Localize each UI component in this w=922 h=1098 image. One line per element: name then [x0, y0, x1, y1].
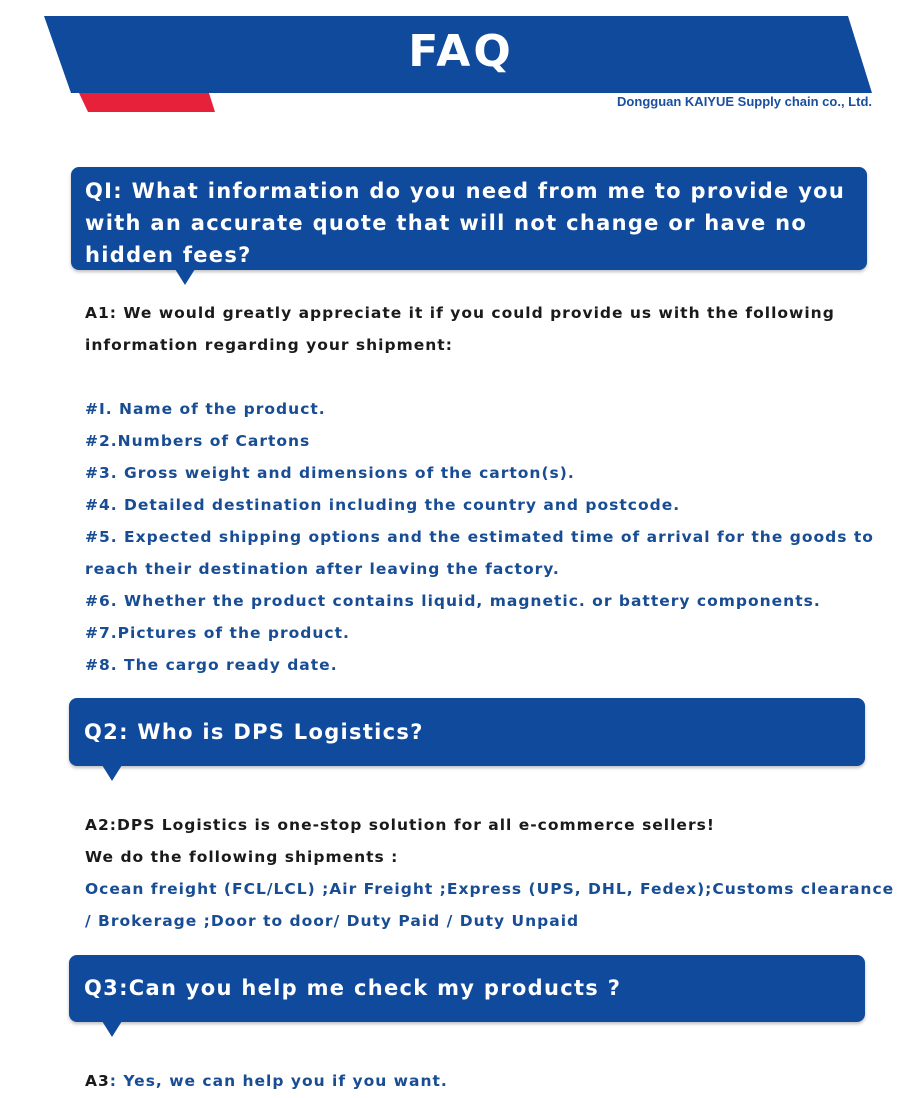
list-item: #3. Gross weight and dimensions of the carton(s). [85, 464, 575, 482]
answer-1-prefix: A1 [85, 304, 110, 322]
list-item: #8. The cargo ready date. [85, 656, 338, 674]
list-item: #5. Expected shipping options and the estimated time of arrival for the goods to [85, 528, 874, 546]
question-box-1 [71, 167, 867, 270]
answer-3-text: : Yes, we can help you if you want. [109, 1072, 448, 1090]
list-item: #4. Detailed destination including the country and postcode. [85, 496, 681, 514]
answer-2-line1: A2:DPS Logistics is one-stop solution for all e-commerce sellers! [85, 816, 715, 834]
list-item: #I. Name of the product. [85, 400, 326, 418]
answer-3-prefix: A3 [85, 1072, 110, 1090]
answer-1-intro-line1: A1: We would greatly appreciate it if you could provide us with the following [85, 304, 835, 322]
question-1-text: QI: What information do you need from me to provide you with an accurate quote that will not change or have no hidden fees? [85, 179, 846, 267]
banner-red-accent [79, 93, 215, 112]
answer-2-line2: We do the following shipments : [85, 848, 399, 866]
list-item: #2.Numbers of Cartons [85, 432, 311, 450]
company-name: Dongguan KAIYUE Supply chain co., Ltd. [617, 94, 872, 109]
speech-tail [102, 1021, 122, 1037]
question-3-text: Q3:Can you help me check my products ? [84, 976, 622, 1000]
header-banner [0, 0, 922, 120]
list-item: #6. Whether the product contains liquid, magnetic. or battery components. [85, 592, 821, 610]
page-title: FAQ [408, 26, 514, 77]
list-item: #7.Pictures of the product. [85, 624, 350, 642]
question-box-3 [69, 955, 865, 1022]
list-item: reach their destination after leaving the factory. [85, 560, 560, 578]
services-line2: / Brokerage ;Door to door/ Duty Paid / Duty Unpaid [85, 912, 580, 930]
question-2-text: Q2: Who is DPS Logistics? [84, 720, 424, 744]
services-line1: Ocean freight (FCL/LCL) ;Air Freight ;Express (UPS, DHL, Fedex);Customs clearance [85, 880, 895, 898]
question-box-2 [69, 698, 865, 766]
speech-tail [102, 765, 122, 781]
speech-tail [175, 269, 195, 285]
answer-1-intro-line2: information regarding your shipment: [85, 336, 453, 354]
answer-3 [85, 1065, 895, 1097]
